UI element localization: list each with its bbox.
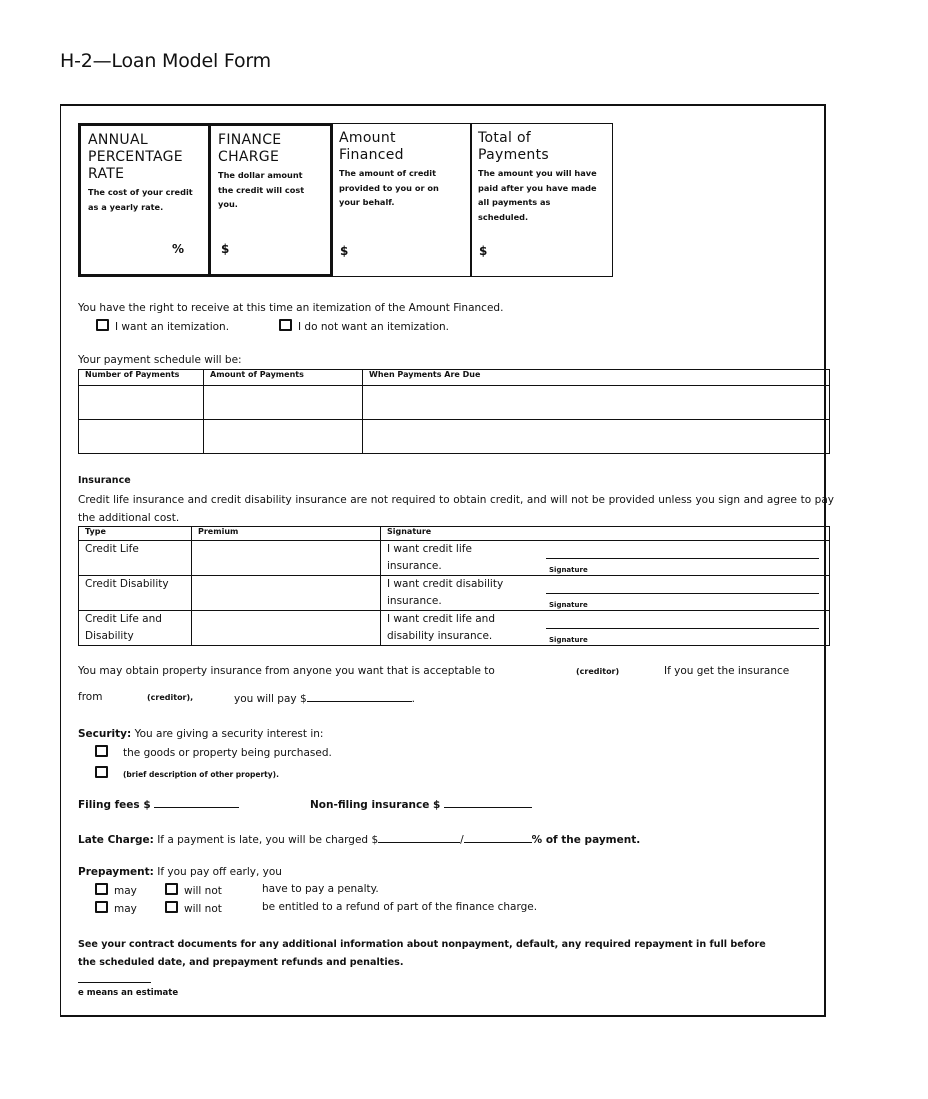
contract-note-line: the scheduled date, and prepayment refunds and penalties.	[78, 957, 404, 968]
non-filing-insurance	[310, 797, 532, 811]
itemization-not-want-label: I do not want an itemization.	[298, 321, 449, 333]
finance-charge-description: The dollar amount the credit will cost you.	[218, 170, 305, 209]
property-insurance-payment	[234, 691, 415, 705]
itemization-want-label: I want an itemization.	[115, 321, 230, 333]
total-of-payments-heading-line: Payments	[478, 147, 549, 163]
apr-description: The cost of your credit as a yearly rate.	[88, 187, 193, 212]
finance-charge-value[interactable]: $	[221, 242, 230, 256]
column-header: Number of Payments	[79, 370, 204, 386]
total-of-payments-description: The amount you will have paid after you have made all payments as scheduled.	[478, 168, 597, 222]
prepayment-statement	[78, 866, 282, 878]
premium-cell[interactable]	[192, 576, 381, 611]
filing-fees	[78, 797, 239, 811]
column-header: Premium	[192, 527, 381, 541]
checkbox-icon[interactable]	[165, 901, 178, 913]
itemization-want-option[interactable]	[96, 319, 229, 333]
insurance-text: Credit life insurance and credit disability insurance are not required to obtain credit, and will not be provided unless you sign and agree to pay the additional cost.	[78, 494, 834, 524]
apr-heading-line: PERCENTAGE	[88, 149, 183, 165]
total-of-payments-value[interactable]: $	[479, 244, 488, 258]
prepayment-penalty-text: have to pay a penalty.	[262, 883, 379, 895]
table-header-row	[79, 527, 830, 541]
late-charge-text: If a payment is late, you will be charged $	[157, 834, 379, 846]
finance-charge-heading	[218, 132, 324, 166]
itemization-not-want-option[interactable]	[279, 319, 449, 333]
filing-fees-label: Filing fees $	[78, 799, 151, 811]
security-statement	[78, 728, 323, 740]
prepayment-penalty-may[interactable]	[95, 885, 137, 897]
insurance-type-cell	[79, 611, 192, 646]
insurance-type-label: Credit Disability	[85, 578, 169, 590]
amount-of-payments-cell[interactable]	[204, 386, 363, 420]
total-of-payments-heading-line: Total of	[478, 130, 532, 146]
checkbox-icon[interactable]	[95, 766, 108, 778]
premium-cell[interactable]	[192, 541, 381, 576]
payment-schedule-label: Your payment schedule will be:	[78, 354, 242, 366]
column-header: When Payments Are Due	[363, 370, 830, 386]
finance-charge-heading-line: FINANCE	[218, 132, 282, 148]
property-insurance-pay-label: you will pay $	[234, 693, 307, 705]
non-filing-insurance-field[interactable]	[444, 797, 532, 808]
security-option-label: (brief description of other property).	[123, 770, 279, 779]
itemization-text: You have the right to receive at this time an itemization of the Amount Financed.	[78, 302, 504, 314]
checkbox-icon[interactable]	[279, 319, 292, 331]
checkbox-icon[interactable]	[95, 883, 108, 895]
prepayment-label: Prepayment:	[78, 866, 154, 878]
creditor-placeholder: (creditor)	[576, 667, 620, 676]
signature-statement: I want credit disability	[387, 578, 504, 590]
creditor-placeholder: (creditor),	[147, 693, 194, 702]
apr-heading	[88, 132, 202, 183]
amount-financed-heading-line: Amount	[339, 130, 396, 146]
number-of-payments-cell[interactable]	[79, 386, 204, 420]
period: .	[411, 693, 415, 705]
prepayment-text: If you pay off early, you	[157, 866, 282, 878]
table-row	[79, 611, 830, 646]
apr-heading-line: ANNUAL	[88, 132, 148, 148]
number-of-payments-cell[interactable]	[79, 420, 204, 454]
signature-line[interactable]	[546, 593, 819, 594]
security-option-label: the goods or property being purchased.	[123, 747, 332, 759]
late-charge	[78, 832, 640, 846]
signature-label: Signature	[549, 601, 588, 609]
signature-cell	[381, 541, 830, 576]
column-header: Signature	[381, 527, 830, 541]
prepayment-refund-will-not[interactable]	[165, 901, 222, 915]
late-charge-percent-field[interactable]	[464, 832, 532, 843]
prepayment-refund-may[interactable]	[95, 903, 137, 915]
amount-financed-value[interactable]: $	[340, 244, 349, 258]
amount-financed-box	[331, 123, 472, 277]
late-charge-suffix: % of the payment.	[531, 834, 641, 846]
insurance-type-label: Credit Life and	[85, 613, 162, 625]
checkbox-icon[interactable]	[95, 901, 108, 913]
will-not-label: will not	[184, 903, 222, 915]
insurance-type-label: Disability	[85, 630, 134, 642]
filing-fees-field[interactable]	[154, 797, 239, 808]
table-header-row	[79, 370, 830, 386]
security-option-other[interactable]	[95, 762, 279, 781]
column-header: Amount of Payments	[204, 370, 363, 386]
checkbox-icon[interactable]	[95, 745, 108, 757]
column-header: Type	[79, 527, 192, 541]
amount-of-payments-cell[interactable]	[204, 420, 363, 454]
signature-cell	[381, 576, 830, 611]
signature-statement: I want credit life	[387, 543, 472, 555]
prepayment-penalty-row	[95, 883, 379, 897]
insurance-heading: Insurance	[78, 475, 131, 486]
checkbox-icon[interactable]	[96, 319, 109, 331]
page-title: H-2—Loan Model Form	[60, 50, 271, 72]
signature-cell	[381, 611, 830, 646]
late-charge-label: Late Charge:	[78, 834, 154, 846]
when-payments-due-cell[interactable]	[363, 420, 830, 454]
signature-label: Signature	[549, 636, 588, 644]
signature-line[interactable]	[546, 558, 819, 559]
signature-line[interactable]	[546, 628, 819, 629]
signature-statement: I want credit life and	[387, 613, 496, 625]
may-label: may	[114, 885, 137, 897]
premium-cell[interactable]	[192, 611, 381, 646]
prepayment-refund-text: be entitled to a refund of part of the finance charge.	[262, 901, 538, 913]
payment-schedule-table	[78, 369, 830, 454]
may-label: may	[114, 903, 137, 915]
contract-note	[78, 936, 766, 972]
insurance-type-cell	[79, 541, 192, 576]
checkbox-icon[interactable]	[165, 883, 178, 895]
finance-charge-box	[208, 123, 333, 277]
total-of-payments-heading	[478, 130, 606, 164]
apr-value[interactable]: %	[171, 242, 184, 256]
table-row	[79, 576, 830, 611]
property-insurance-text: You may obtain property insurance from anyone you want that is acceptable to	[78, 665, 495, 677]
amount-financed-heading-line: Financed	[339, 147, 404, 163]
footnote-divider	[78, 982, 151, 983]
non-filing-insurance-label: Non-filing insurance $	[310, 799, 441, 811]
total-of-payments-box	[470, 123, 613, 277]
security-text: You are giving a security interest in:	[134, 728, 324, 740]
footnote: e means an estimate	[78, 988, 179, 998]
prepayment-refund-row	[95, 901, 538, 915]
slash: /	[460, 834, 464, 846]
security-label: Security:	[78, 728, 132, 740]
insurance-type-cell	[79, 576, 192, 611]
signature-label: Signature	[549, 566, 588, 574]
property-insurance-from: from	[78, 691, 103, 703]
contract-note-line: See your contract documents for any additional information about nonpayment, default, any required repayment in full before	[78, 939, 766, 950]
apr-heading-line: RATE	[88, 166, 125, 182]
will-not-label: will not	[184, 885, 222, 897]
apr-box	[78, 123, 211, 277]
prepayment-penalty-will-not[interactable]	[165, 883, 222, 897]
amount-financed-heading	[339, 130, 465, 164]
property-insurance-text-2: If you get the insurance	[664, 665, 790, 677]
table-row	[79, 420, 830, 454]
security-option-goods[interactable]	[95, 745, 332, 759]
late-charge-amount-field[interactable]	[378, 832, 460, 843]
signature-statement: insurance.	[387, 595, 442, 607]
signature-statement: disability insurance.	[387, 630, 493, 642]
signature-statement: insurance.	[387, 560, 442, 572]
insurance-table	[78, 526, 830, 646]
amount-financed-description: The amount of credit provided to you or on your behalf.	[339, 168, 439, 207]
table-row	[79, 541, 830, 576]
finance-charge-heading-line: CHARGE	[218, 149, 280, 165]
insurance-type-label: Credit Life	[85, 543, 139, 555]
table-row	[79, 386, 830, 420]
property-insurance-amount-field[interactable]	[307, 691, 412, 702]
when-payments-due-cell[interactable]	[363, 386, 830, 420]
